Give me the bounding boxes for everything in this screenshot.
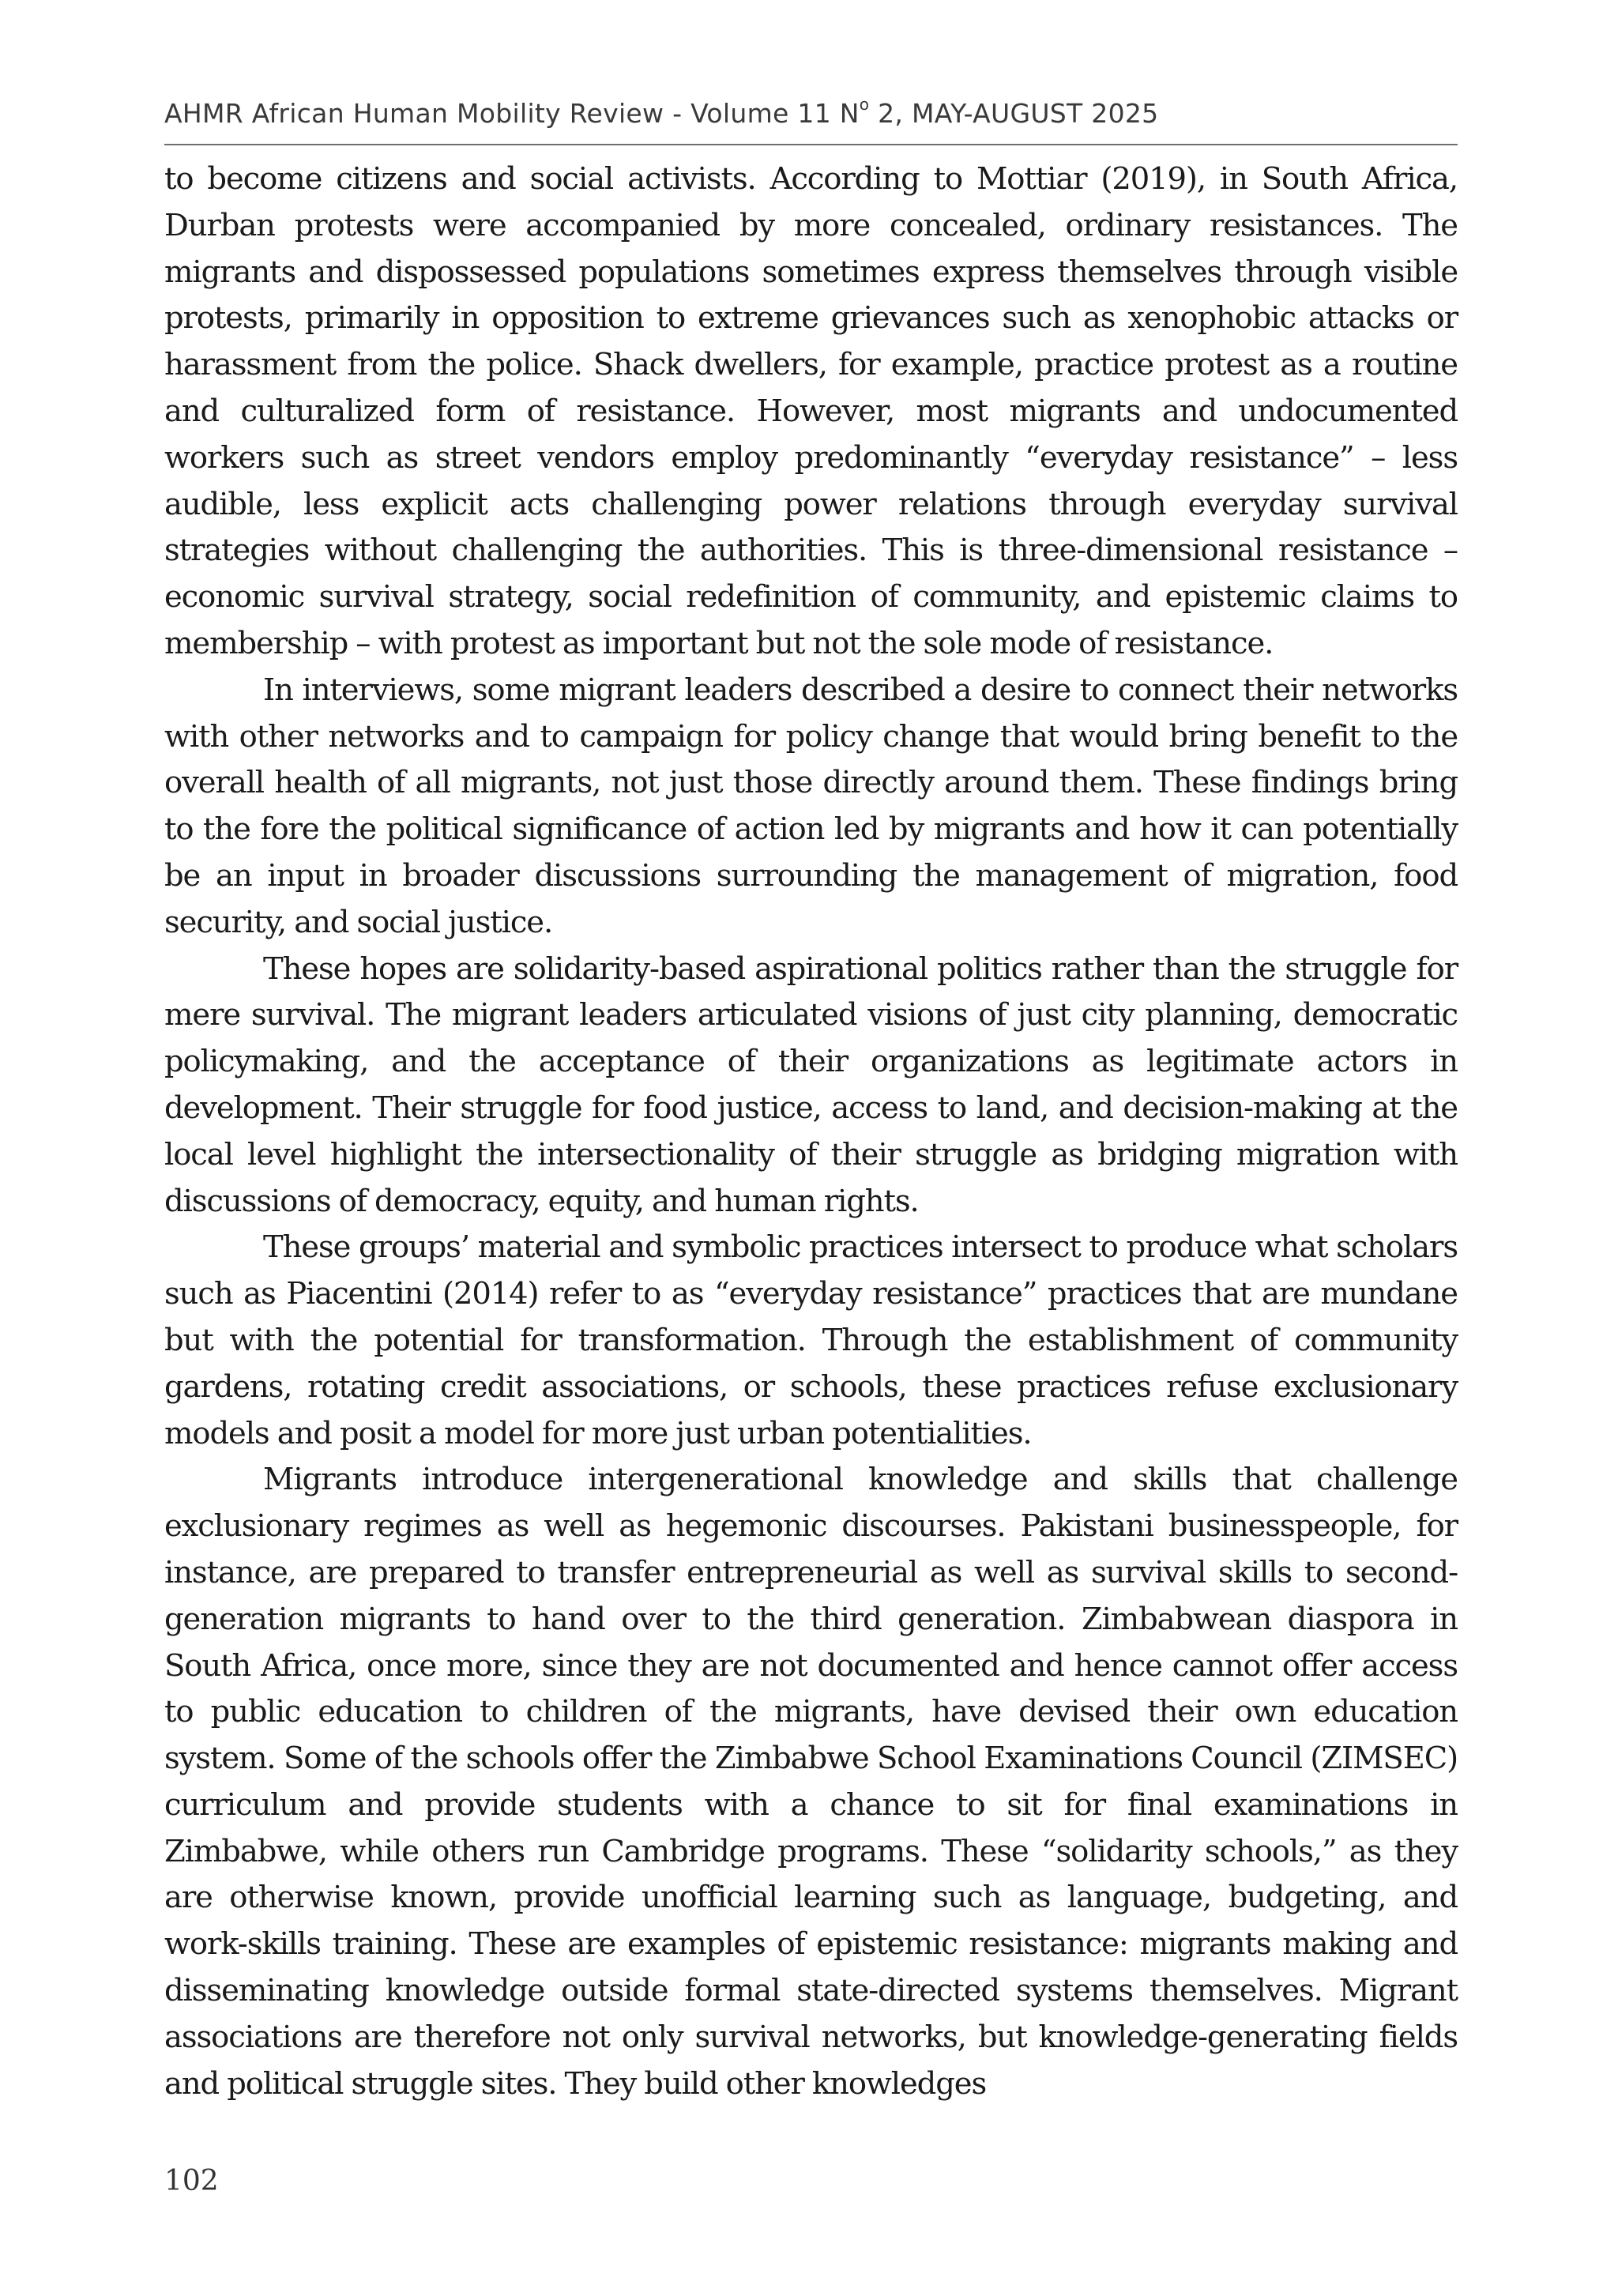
main-text	[164, 156, 1458, 2107]
header-journal-title: AHMR African Human Mobility Review - Volume 11 N	[164, 98, 860, 129]
paragraph-4: These groups’ material and symbolic practices intersect to produce what scholars such as Piacentini (2014) refer to as “everyday resistance” practices that are mundane but with the potential for transformation. Through the establishment of community gardens, rotating credit associations, or schools, these practices refuse exclusionary models and posit a model for more just urban potentialities.	[164, 1229, 1458, 1451]
header-number-superscript: o	[859, 95, 870, 114]
paragraph-5: Migrants introduce intergenerational knowledge and skills that challenge exclusionary regimes as well as hegemonic discourses. Pakistani businesspeople, for instance, are prepared to transfer entrepreneurial as well as survival skills to second-generation migrants to hand over to the third generation. Zimbabwean diaspora in South Africa, once more, since they are not documented and hence cannot offer access to public education to children of the migrants, have devised their own education system. Some of the schools offer the Zimbabwe School Examinations Council (ZIMSEC) curriculum and provide students with a chance to sit for final examinations in Zimbabwe, while others run Cambridge programs. These “solidarity schools,” as they are otherwise known, provide unofficial learning such as language, budgeting, and work-skills training. These are examples of epistemic resistance: migrants making and disseminating knowledge outside formal state-directed systems themselves. Migrant associations are therefore not only survival networks, but knowledge-generating fields and political struggle sites. They build other knowledges	[164, 1462, 1458, 2102]
running-header	[164, 95, 1458, 145]
paragraph-1: to become citizens and social activists. According to Mottiar (2019), in South Africa, Durban protests were accompanied by more concealed, ordinary resistances. The migrants and dispossessed populations sometimes express themselves through visible protests, primarily in opposition to extreme grievances such as xenophobic attacks or harassment from the police. Shack dwellers, for example, practice protest as a routine and culturalized form of resistance. However, most migrants and undocumented workers such as street vendors employ predominantly “everyday resistance” – less audible, less explicit acts challenging power relations through everyday survival strategies without challenging the authorities. This is three-dimensional resistance – economic survival strategy, social redefinition of community, and epistemic claims to membership – with protest as important but not the sole mode of resistance.	[164, 161, 1458, 661]
page-number: 102	[164, 2165, 219, 2197]
paragraph-2: In interviews, some migrant leaders described a desire to connect their networks with other networks and to campaign for policy change that would bring benefit to the overall health of all migrants, not just those directly around them. These findings bring to the fore the political significance of action led by migrants and how it can potentially be an input in broader discussions surrounding the management of migration, food security, and social justice.	[164, 672, 1458, 940]
paragraph-3: These hopes are solidarity-based aspirational politics rather than the struggle for mere survival. The migrant leaders articulated visions of just city planning, democratic policymaking, and the acceptance of their organizations as legitimate actors in development. Their struggle for food justice, access to land, and decision-making at the local level highlight the intersectionality of their struggle as bridging migration with discussions of democracy, equity, and human rights.	[164, 950, 1458, 1219]
header-issue: 2, MAY-AUGUST 2025	[869, 98, 1159, 129]
